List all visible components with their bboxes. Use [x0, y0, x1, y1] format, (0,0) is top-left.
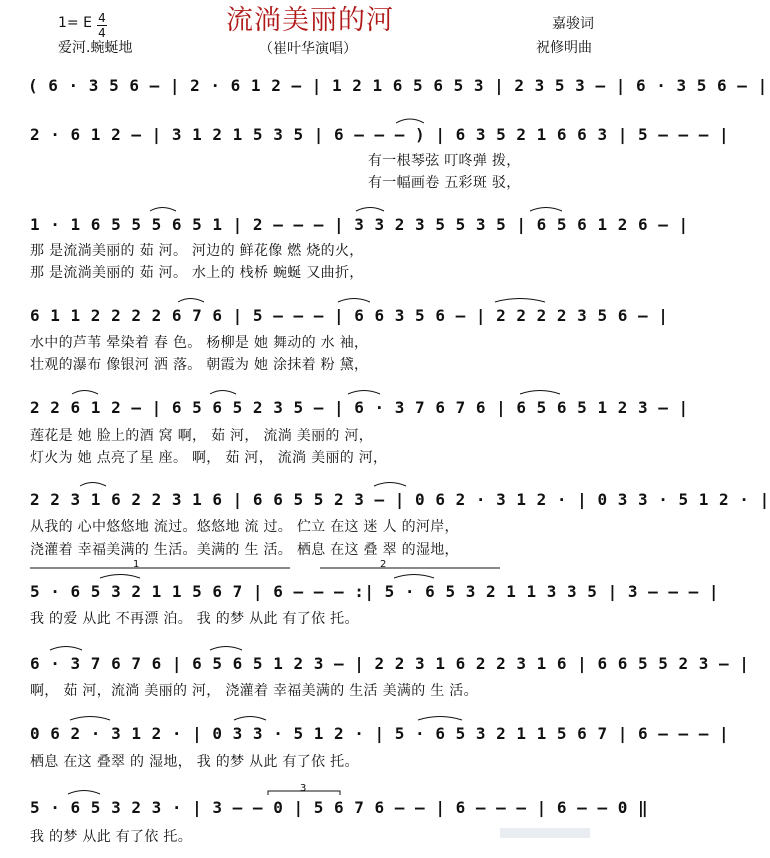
- notation-row-7: 5 · 6 5 3 2 1 1 5 6 7 | 6 – – – :| 5 · 6 5 3 2 1 1 3 3 5 | 3 – – – |: [30, 582, 720, 601]
- notation-row-10: 5 · 6 5 3 2 3 · | 3 – – 0 | 5 6 7 6 – – | 6 – – – | 6 – – 0 ‖: [30, 798, 649, 817]
- slur: [520, 391, 560, 395]
- lyric-row-8: 啊， 茹 河，流淌 美丽的 河， 浇灌着 幸福美满的 生活 美满的 生 活。: [30, 683, 478, 699]
- slur: [396, 119, 424, 123]
- slur: [495, 299, 545, 303]
- lyricist: 嘉骏词: [552, 16, 594, 32]
- slur: [210, 647, 242, 651]
- notation-row-4: 6 1 1 2 2 2 2 6 7 6 | 5 – – – | 6 6 3 5 6 – | 2 2 2 2 3 5 6 – |: [30, 306, 669, 325]
- key-signature: 1= E: [58, 15, 92, 31]
- slur: [338, 299, 370, 303]
- watermark-smear: [500, 828, 590, 838]
- lyric-row-2-verse-2: 有一幅画卷 五彩斑 驳，: [368, 175, 521, 191]
- lyric-row-5-verse-2: 灯火为 她 点亮了星 座。 啊， 茹 河， 流淌 美丽的 河，: [30, 450, 388, 466]
- lyric-row-2-verse-1: 有一根琴弦 叮咚弹 拨，: [368, 153, 521, 169]
- lyric-row-9: 栖息 在这 叠翠 的 湿地， 我 的梦 从此 有了依 托。: [30, 754, 359, 770]
- lyric-row-6-verse-1: 从我的 心中悠悠地 流过。悠悠地 流 过。 伫立 在这 迷 人 的河岸，: [30, 519, 459, 535]
- slur: [178, 299, 204, 303]
- notation-row-9: 0 6 2 · 3 1 2 · | 0 3 3 · 5 1 2 · | 5 · 6 5 3 2 1 1 5 6 7 | 6 – – – |: [30, 724, 730, 743]
- slur: [348, 391, 380, 395]
- slur: [80, 483, 106, 487]
- slur: [374, 483, 406, 487]
- slur: [356, 208, 384, 212]
- performer: （崔叶华演唱）: [259, 41, 357, 57]
- composer: 祝修明曲: [536, 40, 592, 56]
- song-title: 流淌美丽的河: [226, 5, 394, 36]
- notation-row-3: 1 · 1 6 5 5 5 6 5 1 | 2 – – – | 3 3 2 3 5 5 3 5 | 6 5 6 1 2 6 – |: [30, 215, 689, 234]
- lyric-row-3-verse-1: 那 是流淌美丽的 茹 河。 河边的 鲜花像 燃 烧的火，: [30, 243, 364, 259]
- slur: [530, 208, 562, 212]
- lyric-row-10: 我 的梦 从此 有了依 托。: [30, 829, 192, 845]
- slur: [72, 391, 98, 395]
- slur: [68, 791, 100, 795]
- triplet-bracket: [268, 791, 340, 795]
- slur: [234, 717, 266, 721]
- lyric-row-4-verse-2: 壮观的瀑布 像银河 洒 落。 朝霞为 她 涂抹着 粉 黛，: [30, 357, 369, 373]
- subtitle: 爱河.蜿蜒地: [58, 40, 133, 56]
- slur: [100, 575, 140, 579]
- slur: [50, 647, 82, 651]
- notation-row-8: 6 · 3 7 6 7 6 | 6 5 6 5 1 2 3 – | 2 2 3 1 6 2 2 3 1 6 | 6 6 5 5 2 3 – |: [30, 654, 750, 673]
- time-signature-top: 4: [98, 11, 106, 25]
- lyric-row-4-verse-1: 水中的芦苇 晕染着 春 色。 杨柳是 她 舞动的 水 袖，: [30, 335, 369, 351]
- notation-row-1: ( 6 · 3 5 6 – | 2 · 6 1 2 – | 1 2 1 6 5 6 5 3 | 2 3 5 3 – | 6 · 3 5 6 – |: [28, 76, 768, 95]
- slur: [70, 717, 110, 721]
- triplet-mark: 3: [300, 783, 307, 794]
- lyric-row-6-verse-2: 浇灌着 幸福美满的 生活。美满的 生 活。 栖息 在这 叠 翠 的湿地，: [30, 542, 459, 558]
- lyric-row-3-verse-2: 那 是流淌美丽的 茹 河。 水上的 栈桥 蜿蜒 又曲折，: [30, 265, 364, 281]
- lyric-row-5-verse-1: 莲花是 她 脸上的酒 窝 啊， 茹 河， 流淌 美丽的 河，: [30, 428, 374, 444]
- slur: [150, 208, 176, 212]
- lyric-row-7: 我 的爱 从此 不再漂 泊。 我 的梦 从此 有了依 托。: [30, 611, 359, 627]
- time-signature-bottom: 4: [98, 26, 106, 40]
- notation-row-5: 2 2 6 1 2 – | 6 5 6 5 2 3 5 – | 6 · 3 7 6 7 6 | 6 5 6 5 1 2 3 – |: [30, 398, 689, 417]
- volta-1-number: 1: [133, 559, 140, 570]
- slur: [394, 575, 434, 579]
- slur: [418, 717, 462, 721]
- slur: [210, 391, 236, 395]
- notation-row-2: 2 · 6 1 2 – | 3 1 2 1 5 3 5 | 6 – – – ) | 6 3 5 2 1 6 6 3 | 5 – – – |: [30, 125, 730, 144]
- notation-row-6: 2 2 3 1 6 2 2 3 1 6 | 6 6 5 5 2 3 – | 0 6 2 · 3 1 2 · | 0 3 3 · 5 1 2 · |: [30, 490, 770, 509]
- volta-2-number: 2: [380, 559, 387, 570]
